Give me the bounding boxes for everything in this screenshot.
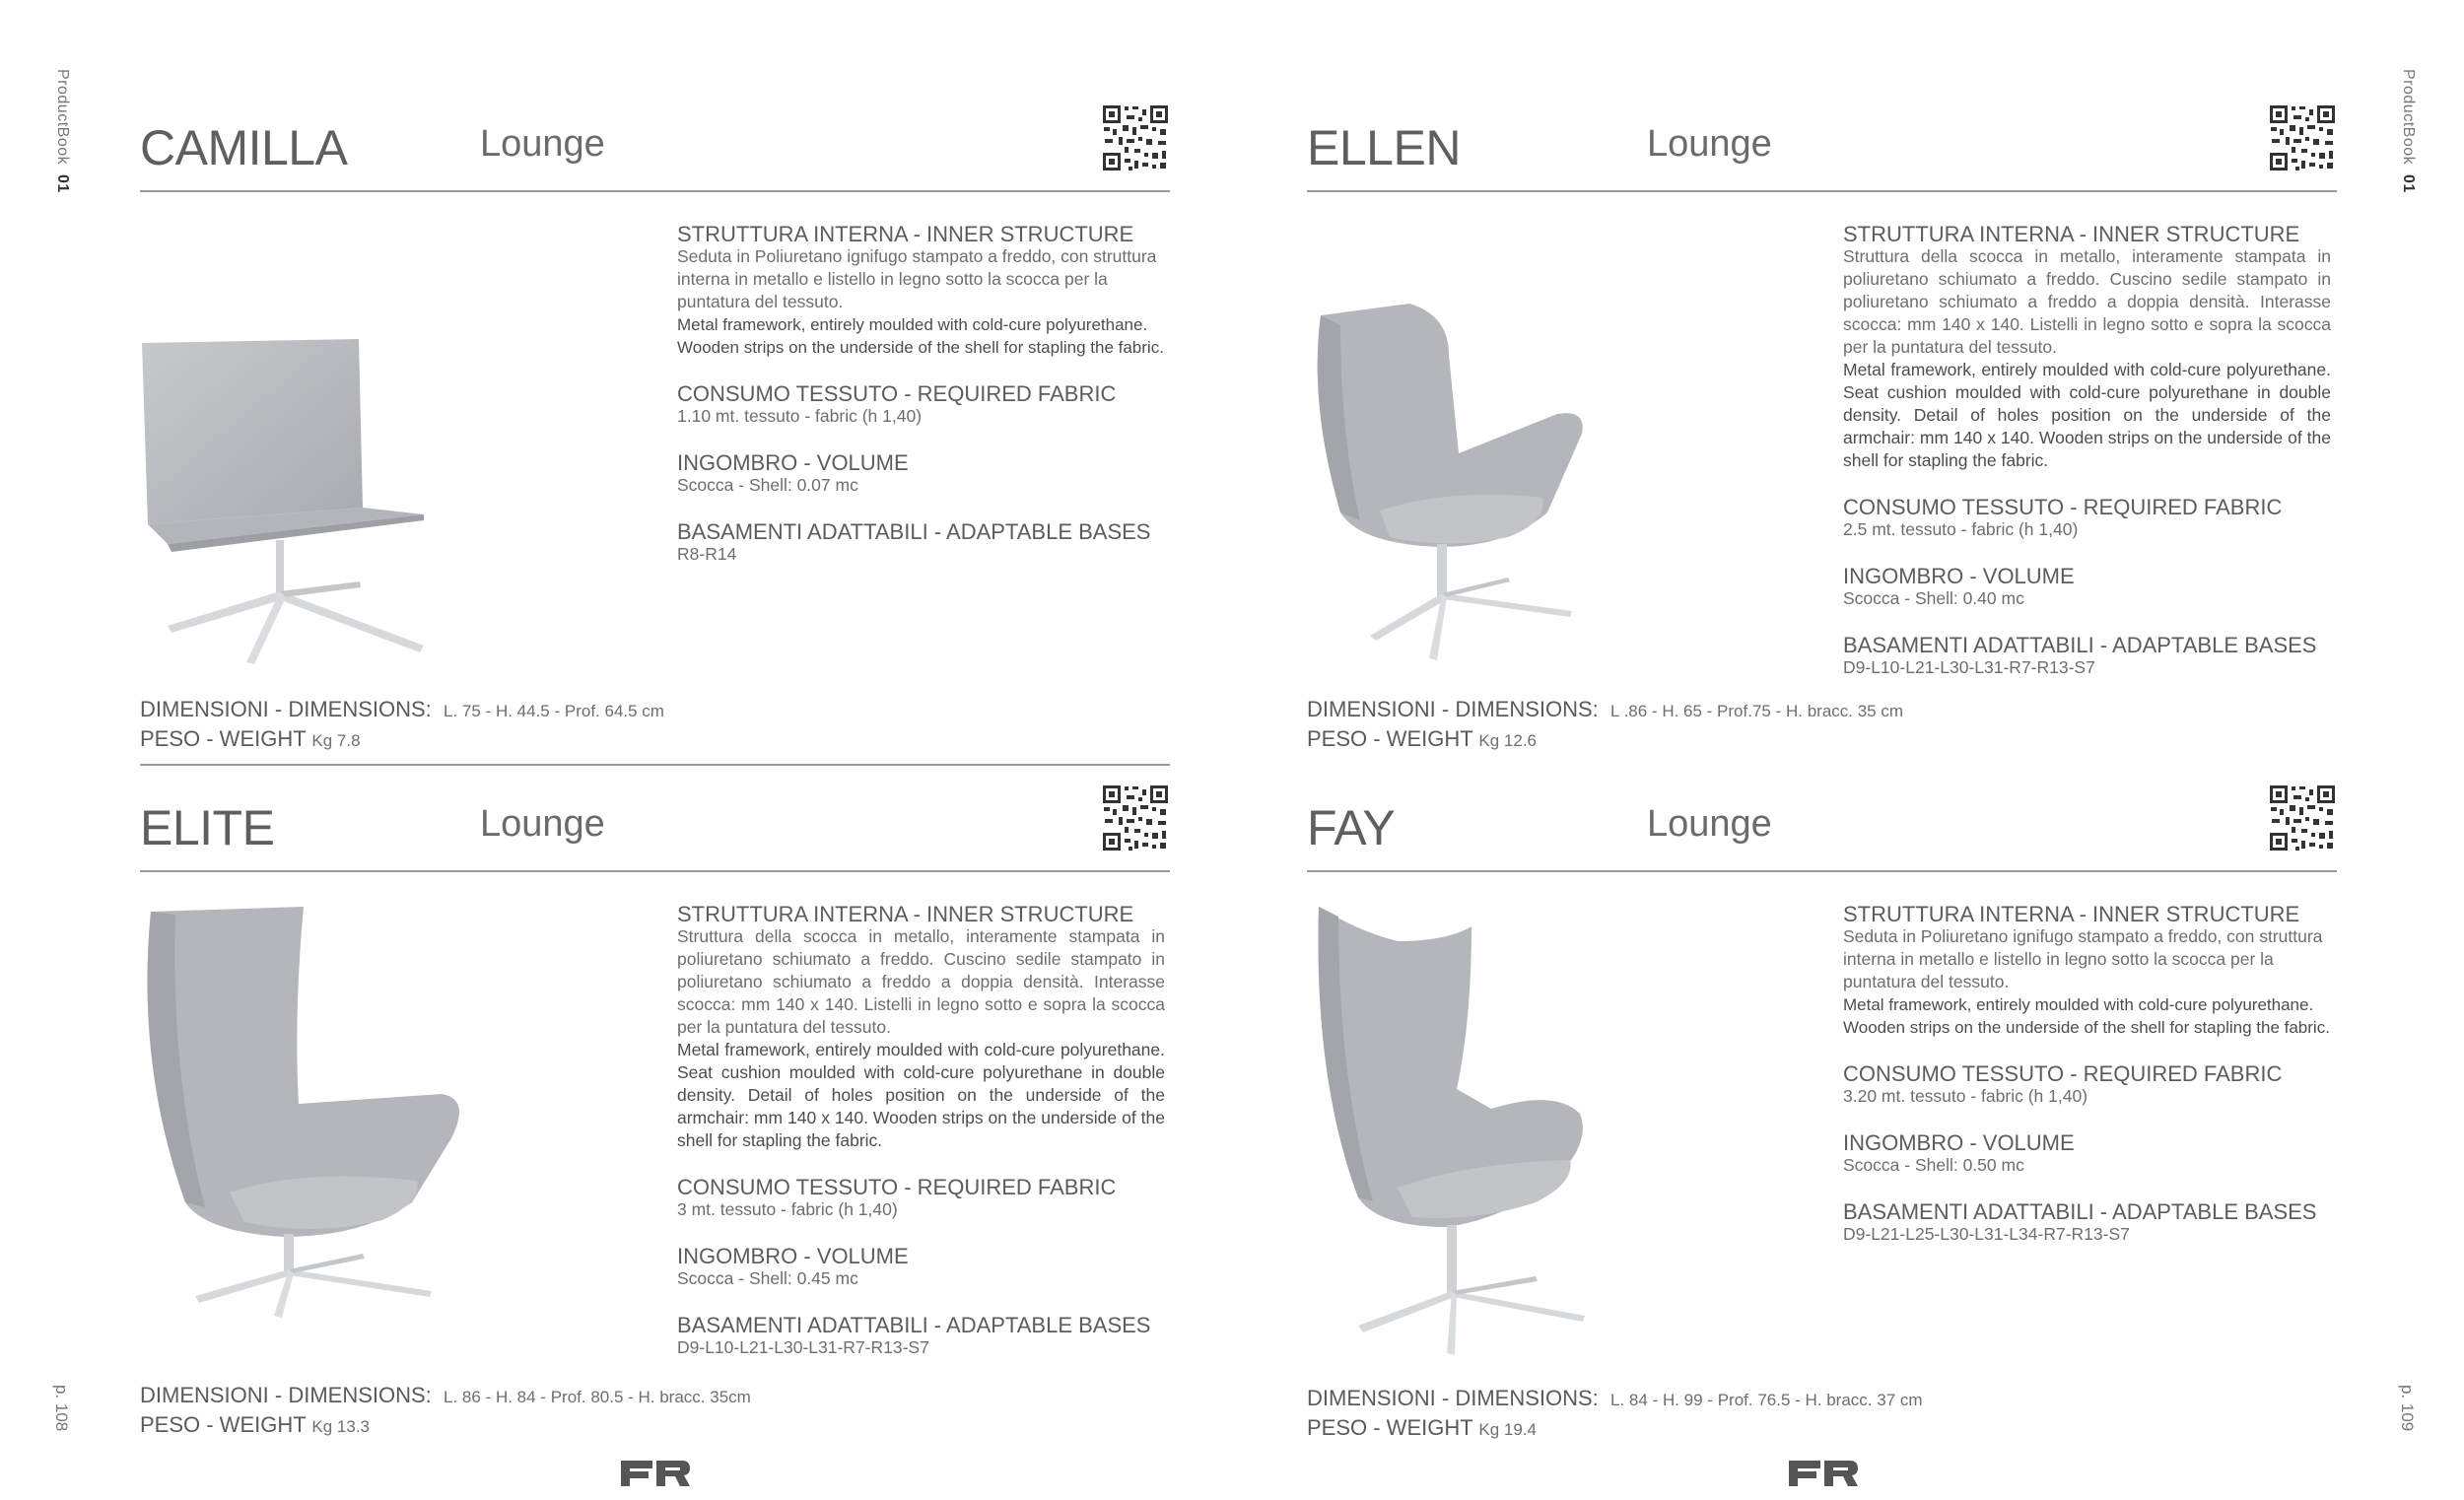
- bases-value: D9-L10-L21-L30-L31-R7-R13-S7: [677, 1337, 929, 1358]
- specs-ellen: [1843, 223, 2331, 679]
- structure-text-it: Struttura della scocca in metallo, interamente stampata in poliuretano schiumato a freddo. Cuscino sedile stampato in poliuretano schiumato a freddo a doppia densità. Interasse scocca: mm 140 x 140. Listelli in legno sotto e sopra la scocca per la puntatura del tessuto.: [1843, 246, 2331, 358]
- bases-heading: BASAMENTI ADATTABILI - ADAPTABLE BASES: [677, 1313, 1151, 1338]
- volume-value: Scocca - Shell: 0.40 mc: [1843, 588, 2024, 609]
- volume-value: Scocca - Shell: 0.45 mc: [677, 1268, 858, 1289]
- header-rule: [1307, 870, 2337, 872]
- fabric-value: 1.10 mt. tessuto - fabric (h 1,40): [677, 406, 923, 427]
- specs-camilla: [677, 223, 1165, 566]
- structure-text-en: Metal framework, entirely moulded with cold-cure polyurethane. Seat cushion moulded with cold-cure polyurethane in double density. Detail of holes position on the underside of the armchair: mm 140 x 140. Wooden strips on the underside of the shell for stapling the fabric.: [1843, 360, 2331, 471]
- brand-logo-icon: [621, 1459, 690, 1488]
- structure-heading: STRUTTURA INTERNA - INNER STRUCTURE: [677, 902, 1134, 926]
- productbook-number: 01: [2400, 174, 2417, 193]
- fabric-heading: CONSUMO TESSUTO - REQUIRED FABRIC: [677, 381, 1117, 407]
- structure-heading: STRUTTURA INTERNA - INNER STRUCTURE: [1843, 902, 2300, 926]
- volume-value: Scocca - Shell: 0.07 mc: [677, 475, 858, 496]
- header-rule: [140, 190, 1170, 192]
- weight-label: PESO - WEIGHT: [140, 1412, 307, 1437]
- chair-image-elite: [136, 907, 501, 1321]
- dimensions-fay: [1307, 1385, 1923, 1444]
- bases-value: D9-L10-L21-L30-L31-R7-R13-S7: [1843, 657, 2095, 678]
- fabric-heading: CONSUMO TESSUTO - REQUIRED FABRIC: [677, 1175, 1117, 1200]
- brand-logo-icon: [1789, 1459, 1858, 1488]
- weight-value: Kg 12.6: [1478, 731, 1538, 750]
- chair-image-ellen: [1301, 286, 1646, 670]
- structure-text-en: Metal framework, entirely moulded with cold-cure polyurethane. Seat cushion moulded with cold-cure polyurethane in double density. Detail of holes position on the underside of the armchair: mm 140 x 140. Wooden strips on the underside of the shell for stapling the fabric.: [677, 1040, 1165, 1151]
- productbook-number: 01: [54, 174, 71, 193]
- header-rule: [1307, 190, 2337, 192]
- chair-image-camilla: [128, 296, 444, 680]
- dimensions-label: DIMENSIONI - DIMENSIONS:: [140, 1383, 432, 1407]
- chair-image-fay: [1299, 902, 1614, 1365]
- qr-code-icon[interactable]: [2268, 103, 2337, 172]
- page-number-left: p. 108: [52, 1385, 71, 1432]
- volume-heading: INGOMBRO - VOLUME: [677, 1244, 909, 1269]
- structure-text-it: Seduta in Poliuretano ignifugo stampato a freddo, con struttura interna in metallo e listello in legno sotto la scocca per la puntatura del tessuto.: [1843, 926, 2323, 992]
- structure-text-en: Metal framework, entirely moulded with cold-cure polyurethane. Wooden strips on the underside of the shell for stapling the fabric.: [677, 315, 1164, 358]
- volume-heading: INGOMBRO - VOLUME: [1843, 1130, 2075, 1156]
- weight-value: Kg 13.3: [311, 1417, 371, 1436]
- bases-value: D9-L21-L25-L30-L31-L34-R7-R13-S7: [1843, 1224, 2130, 1245]
- product-category: Lounge: [1647, 123, 1772, 165]
- bases-heading: BASAMENTI ADATTABILI - ADAPTABLE BASES: [677, 519, 1151, 545]
- fabric-value: 2.5 mt. tessuto - fabric (h 1,40): [1843, 519, 2079, 540]
- section-rule: [140, 764, 1170, 766]
- volume-heading: INGOMBRO - VOLUME: [677, 450, 909, 476]
- product-category: Lounge: [480, 803, 605, 845]
- volume-heading: INGOMBRO - VOLUME: [1843, 564, 2075, 589]
- fabric-heading: CONSUMO TESSUTO - REQUIRED FABRIC: [1843, 1061, 2283, 1087]
- product-category: Lounge: [1647, 803, 1772, 845]
- weight-label: PESO - WEIGHT: [1307, 1415, 1473, 1440]
- dimensions-elite: [140, 1382, 751, 1441]
- product-category: Lounge: [480, 123, 605, 165]
- weight-value: Kg 7.8: [311, 731, 361, 750]
- dimensions-label: DIMENSIONI - DIMENSIONS:: [1307, 697, 1599, 721]
- fabric-value: 3 mt. tessuto - fabric (h 1,40): [677, 1199, 898, 1220]
- product-name: FAY: [1307, 800, 1396, 855]
- page-number-right: p. 109: [2398, 1385, 2417, 1432]
- productbook-tab-right: [2399, 69, 2417, 193]
- structure-heading: STRUTTURA INTERNA - INNER STRUCTURE: [1843, 222, 2300, 246]
- dimensions-value: L. 75 - H. 44.5 - Prof. 64.5 cm: [444, 702, 664, 720]
- header-rule: [140, 870, 1170, 872]
- fabric-value: 3.20 mt. tessuto - fabric (h 1,40): [1843, 1086, 2088, 1107]
- dimensions-label: DIMENSIONI - DIMENSIONS:: [140, 697, 432, 721]
- qr-code-icon[interactable]: [1101, 103, 1170, 172]
- dimensions-ellen: [1307, 696, 1903, 755]
- structure-text-it: Struttura della scocca in metallo, interamente stampata in poliuretano schiumato a freddo. Cuscino sedile stampato in poliuretano schiumato a freddo a doppia densità. Interasse scocca: mm 140 x 140. Listelli in legno sotto e sopra la scocca per la puntatura del tessuto.: [677, 926, 1165, 1038]
- fabric-heading: CONSUMO TESSUTO - REQUIRED FABRIC: [1843, 495, 2283, 520]
- dimensions-value: L. 84 - H. 99 - Prof. 76.5 - H. bracc. 37 cm: [1610, 1391, 1923, 1409]
- productbook-label: ProductBook: [2400, 69, 2417, 166]
- dimensions-label: DIMENSIONI - DIMENSIONS:: [1307, 1386, 1599, 1410]
- productbook-label: ProductBook: [54, 69, 71, 166]
- specs-elite: [677, 903, 1165, 1359]
- product-name: ELITE: [140, 800, 275, 855]
- weight-label: PESO - WEIGHT: [1307, 726, 1473, 751]
- weight-value: Kg 19.4: [1478, 1420, 1538, 1439]
- dimensions-camilla: [140, 696, 664, 755]
- bases-value: R8-R14: [677, 544, 737, 565]
- productbook-tab-left: [53, 69, 71, 193]
- product-name: ELLEN: [1307, 120, 1461, 175]
- bases-heading: BASAMENTI ADATTABILI - ADAPTABLE BASES: [1843, 633, 2317, 658]
- qr-code-icon[interactable]: [1101, 784, 1170, 852]
- weight-label: PESO - WEIGHT: [140, 726, 307, 751]
- structure-heading: STRUTTURA INTERNA - INNER STRUCTURE: [677, 222, 1134, 246]
- structure-text-en: Metal framework, entirely moulded with cold-cure polyurethane. Wooden strips on the underside of the shell for stapling the fabric.: [1843, 995, 2330, 1038]
- dimensions-value: L .86 - H. 65 - Prof.75 - H. bracc. 35 cm: [1610, 702, 1904, 720]
- specs-fay: [1843, 903, 2331, 1246]
- structure-text-it: Seduta in Poliuretano ignifugo stampato a freddo, con struttura interna in metallo e listello in legno sotto la scocca per la puntatura del tessuto.: [677, 246, 1157, 312]
- bases-heading: BASAMENTI ADATTABILI - ADAPTABLE BASES: [1843, 1199, 2317, 1225]
- qr-code-icon[interactable]: [2268, 784, 2337, 852]
- dimensions-value: L. 86 - H. 84 - Prof. 80.5 - H. bracc. 35cm: [444, 1388, 751, 1406]
- product-name: CAMILLA: [140, 120, 348, 175]
- volume-value: Scocca - Shell: 0.50 mc: [1843, 1155, 2024, 1176]
